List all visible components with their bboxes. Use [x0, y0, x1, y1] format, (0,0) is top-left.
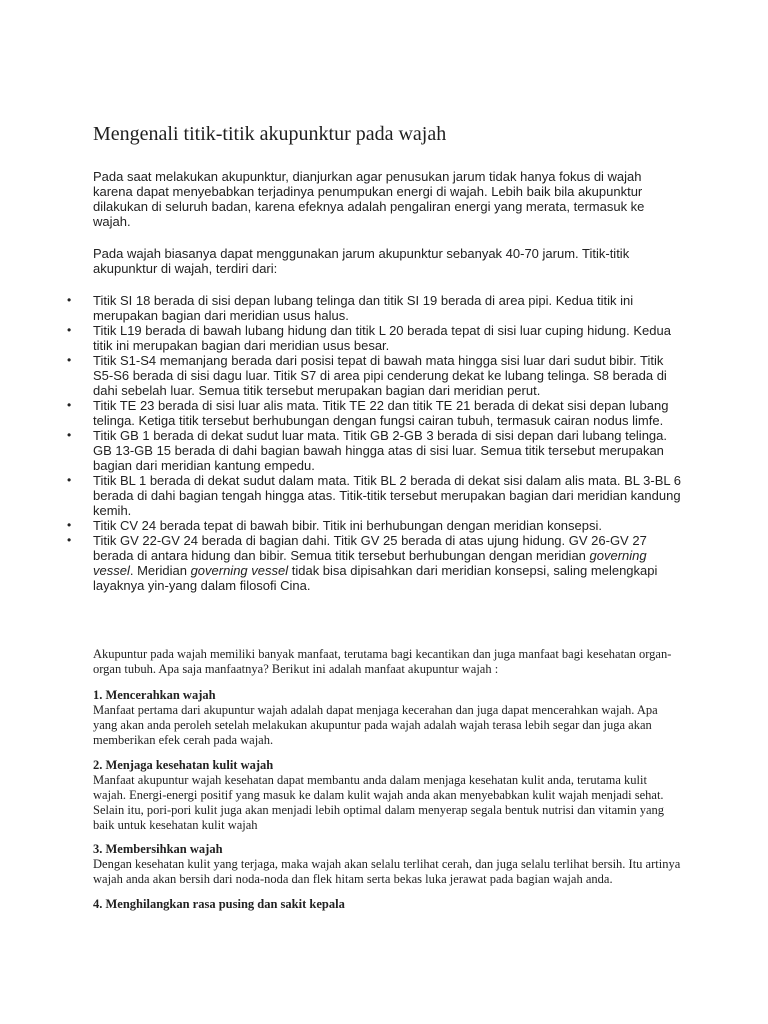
- section-heading: 4. Menghilangkan rasa pusing dan sakit kepala: [93, 897, 345, 911]
- bullet-icon: •: [67, 473, 72, 487]
- benefit-section-3: [93, 842, 683, 887]
- list-item: [67, 518, 683, 533]
- bullet-icon: •: [67, 323, 72, 337]
- bullet-icon: •: [67, 353, 72, 367]
- list-item-text: Titik SI 18 berada di sisi depan lubang telinga dan titik SI 19 berada di area pipi. Kedua titik ini merupakan bagian dari meridian usus halus.: [93, 293, 634, 323]
- page-title: Mengenali titik-titik akupunktur pada wajah: [93, 123, 447, 145]
- needle-count-paragraph: Pada wajah biasanya dapat menggunakan jarum akupunktur sebanyak 40-70 jarum. Titik-titik akupunktur di wajah, terdiri dari:: [93, 246, 630, 276]
- list-item-text: Titik BL 1 berada di dekat sudut dalam mata. Titik BL 2 berada di dekat sisi dalam alis mata. BL 3-BL 6 berada di dahi bagian tengah hingga atas. Titik-titik tersebut merupakan bagian dari meridian kandung kemih.: [93, 473, 681, 518]
- benefits-intro: Akupuntur pada wajah memiliki banyak manfaat, terutama bagi kecantikan dan juga manfaat bagi kesehatan organ-organ tubuh. Apa saja manfaatnya? Berikut ini adalah manfaat akupuntur wajah :: [93, 647, 672, 676]
- intro-paragraph: Pada saat melakukan akupunktur, dianjurkan agar penusukan jarum tidak hanya fokus di wajah karena dapat menyebabkan terjadinya penumpukan energi di wajah. Lebih baik bila akupunktur dilakukan di seluruh badan, karena efeknya adalah pengaliran energi yang merata, termasuk ke wajah.: [93, 169, 645, 229]
- list-item: [67, 398, 683, 428]
- section-heading: 2. Menjaga kesehatan kulit wajah: [93, 758, 274, 772]
- list-item-text: Titik GV 22-GV 24 berada di bagian dahi. Titik GV 25 berada di atas ujung hidung. GV 26-GV 27 berada di antara hidung dan bibir. Semua titik tersebut berhubungan dengan meridian: [93, 533, 647, 563]
- bullet-icon: •: [67, 428, 72, 442]
- list-item: [67, 473, 683, 518]
- list-item-text: Titik S1-S4 memanjang berada dari posisi tepat di bawah mata hingga sisi luar dari sudut bibir. Titik S5-S6 berada di sisi dagu luar. Titik S7 di area pipi cenderung dekat ke lubang telinga. S8 berada di dahi sebelah luar. Semua titik tersebut merupakan bagian dari meridian perut.: [93, 353, 667, 398]
- list-item: [67, 533, 683, 593]
- section-heading: 3. Membersihkan wajah: [93, 842, 223, 856]
- section-heading: 1. Mencerahkan wajah: [93, 688, 216, 702]
- list-item: [67, 353, 683, 398]
- list-item-text: Titik L19 berada di bawah lubang hidung dan titik L 20 berada tepat di sisi luar cuping hidung. Kedua titik ini merupakan bagian dari meridian usus besar.: [93, 323, 671, 353]
- benefit-section-4: [93, 897, 683, 912]
- benefit-section-1: [93, 688, 683, 748]
- bullet-icon: •: [67, 293, 72, 307]
- list-item-text: Titik CV 24 berada tepat di bawah bibir. Titik ini berhubungan dengan meridian konsepsi.: [93, 518, 602, 533]
- benefit-section-2: [93, 758, 683, 833]
- list-item-text: Titik TE 23 berada di sisi luar alis mata. Titik TE 22 dan titik TE 21 berada di dekat sisi depan lubang telinga. Ketiga titik tersebut berhubungan dengan fungsi cairan tubuh, termasuk cairan nodus limfe.: [93, 398, 669, 428]
- list-item-text: . Meridian: [129, 563, 191, 578]
- list-item: [67, 293, 683, 323]
- list-item-text: tidak bisa dipisahkan dari meridian konsepsi, saling melengkapi layaknya yin-yang dalam filosofi Cina.: [93, 563, 658, 593]
- list-item: [67, 323, 683, 353]
- bullet-icon: •: [67, 533, 72, 547]
- emphasis-text: governing vessel: [190, 563, 289, 578]
- bullet-icon: •: [67, 518, 72, 532]
- section-body: Dengan kesehatan kulit yang terjaga, maka wajah akan selalu terlihat cerah, dan juga selalu terlihat bersih. Itu artinya wajah anda akan bersih dari noda-noda dan flek hitam serta bekas luka jerawat pada bagian wajah anda.: [93, 857, 681, 886]
- bullet-icon: •: [67, 398, 72, 412]
- list-item: [67, 428, 683, 473]
- emphasis-text: governing vessel: [93, 548, 647, 578]
- acupoint-list: [67, 293, 683, 593]
- section-body: Manfaat pertama dari akupuntur wajah adalah dapat menjaga kecerahan dan juga dapat mencerahkan wajah. Apa yang akan anda peroleh setelah melakukan akupuntur pada wajah adalah wajah terasa lebih segar dan juga akan memberikan efek cerah pada wajah.: [93, 703, 658, 747]
- list-item-text: Titik GB 1 berada di dekat sudut luar mata. Titik GB 2-GB 3 berada di sisi depan dari lubang telinga. GB 13-GB 15 berada di dahi bagian bawah hingga atas di sisi luar. Semua titik tersebut merupakan bagian dari meridian kantung empedu.: [93, 428, 667, 473]
- section-body: Manfaat akupuntur wajah kesehatan dapat membantu anda dalam menjaga kesehatan kulit anda, terutama kulit wajah. Energi-energi positif yang masuk ke dalam kulit wajah anda akan menyebabkan kulit wajah menjadi sehat. Selain itu, pori-pori kulit juga akan menjadi lebih optimal dalam menyerap segala bentuk nutrisi dan vitamin yang baik untuk kesehatan kulit wajah: [93, 773, 665, 832]
